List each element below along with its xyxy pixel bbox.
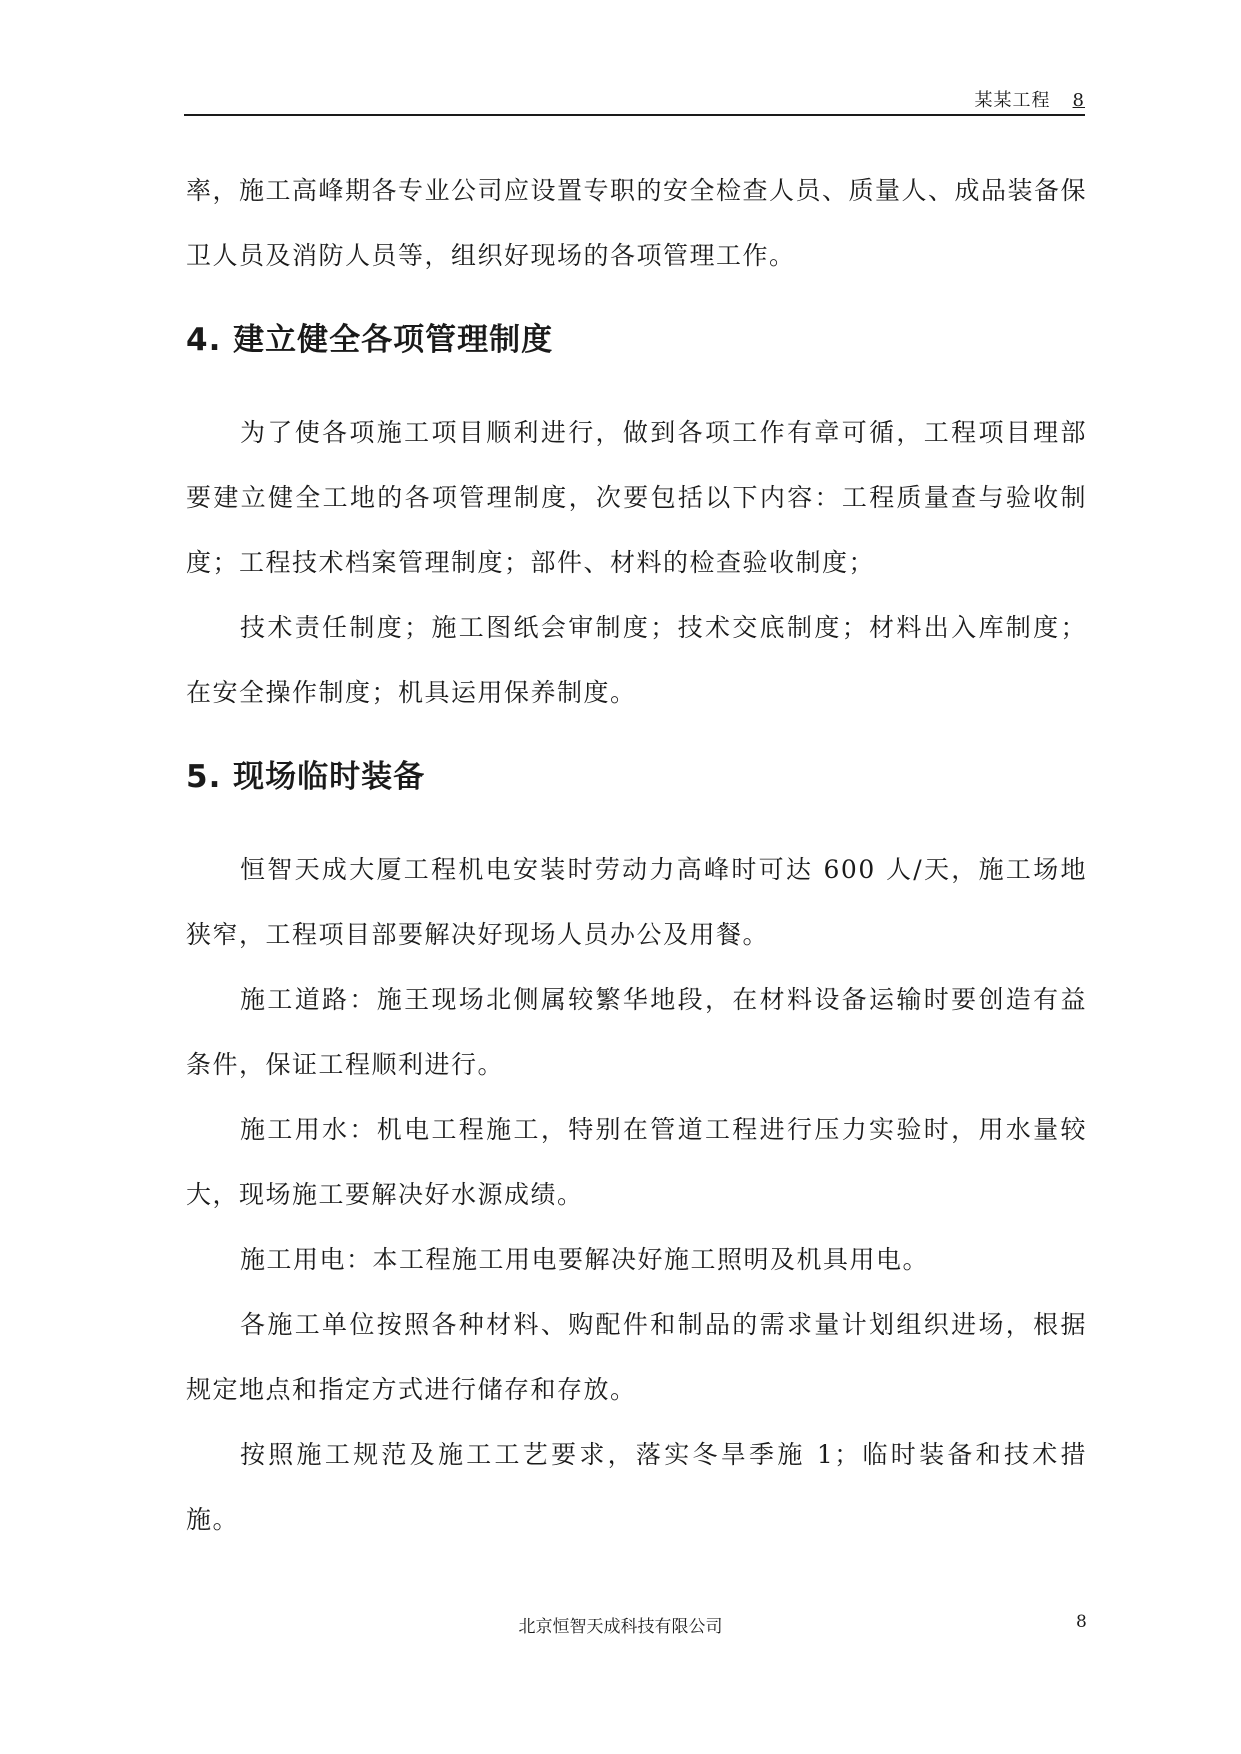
section-5-heading: 5. 现场临时装备: [186, 759, 426, 795]
section-5-paragraph-1: 恒智天成大厦工程机电安装时劳动力高峰时可达 600 人/天，施工场地狭窄，工程项目部要解决好现场人员办公及用餐。: [186, 855, 1087, 949]
footer-company: 北京恒智天成科技有限公司: [518, 1617, 723, 1637]
page-header: [184, 86, 1085, 114]
section-5-paragraph-6: 按照施工规范及施工工艺要求，落实冬旱季施 1；临时装备和技术措施。: [186, 1440, 1087, 1534]
header-text: [975, 86, 1085, 112]
section-4-paragraph-2: 技术责任制度；施工图纸会审制度；技术交底制度；材料出入库制度；在安全操作制度；机具运用保养制度。: [186, 613, 1087, 707]
section-5-paragraph-2: 施工道路：施王现场北侧属较繁华地段，在材料设备运输时要创造有益条件，保证工程顺利进行。: [186, 985, 1087, 1079]
section-4-heading: 4. 建立健全各项管理制度: [186, 322, 554, 358]
section-5-paragraph-4: 施工用电：本工程施工用电要解决好施工照明及机具用电。: [240, 1245, 930, 1274]
section-5-paragraph-3: 施工用水：机电工程施工，特别在管道工程进行压力实验时，用水量较大，现场施工要解决好水源成绩。: [186, 1115, 1087, 1209]
header-page-number: 8: [1072, 90, 1085, 111]
page-footer: [0, 1612, 1241, 1638]
section-4-paragraph-1: 为了使各项施工项目顺利进行，做到各项工作有章可循，工程项目理部要建立健全工地的各项管理制度，次要包括以下内容：工程质量查与验收制度；工程技术档案管理制度；部件、材料的检查验收制度；: [186, 418, 1087, 577]
header-rule: [184, 114, 1085, 116]
header-title: 某某工程: [974, 90, 1051, 111]
section-5-paragraph-5: 各施工单位按照各种材料、购配件和制品的需求量计划组织进场，根据规定地点和指定方式进行储存和存放。: [186, 1310, 1087, 1404]
document-body: [186, 158, 1087, 1552]
intro-paragraph: 率，施工高峰期各专业公司应设置专职的安全检查人员、质量人、成品装备保卫人员及消防人员等，组织好现场的各项管理工作。: [186, 176, 1088, 270]
footer-page-number: 8: [1076, 1612, 1087, 1632]
